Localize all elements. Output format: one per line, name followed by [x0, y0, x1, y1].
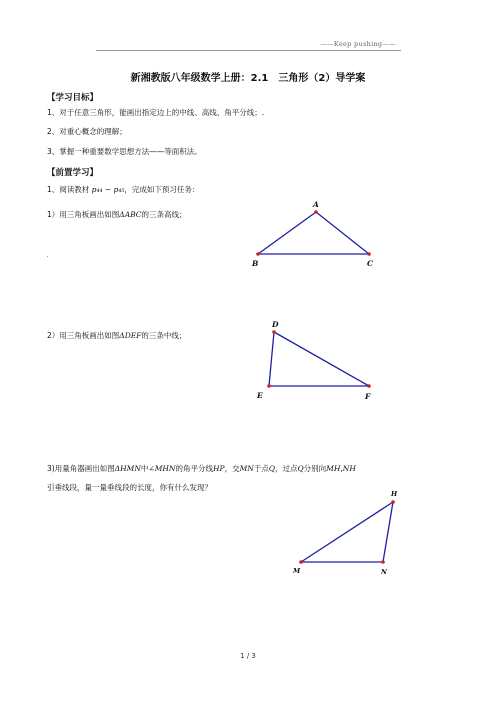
task3-seg: 于点: [253, 464, 269, 473]
vertex-e-point: [267, 384, 271, 388]
vertex-a-label: A: [313, 200, 319, 209]
vertex-c-label: C: [367, 259, 373, 268]
task1-triangle: ΔABC: [119, 210, 142, 219]
intro-suffix: ，完成如下预习任务：: [124, 185, 200, 194]
task3-seg: Q: [268, 464, 275, 473]
edge-ac: [316, 212, 369, 254]
figure-triangle-hmn: [290, 488, 410, 578]
task2-text: [47, 331, 186, 341]
objective-item-1: 1、对于任意三角形，能画出指定边上的中线、高线、角平分线；.: [47, 108, 265, 117]
edge-hn: [383, 502, 393, 562]
intro-prefix: 1、阅读教材: [47, 185, 92, 194]
task3-seg: ，过点: [274, 464, 298, 473]
header-rule: [96, 50, 401, 51]
task1-text: [47, 210, 187, 220]
task3-seg: 3)用量角器画出如图: [47, 464, 115, 473]
vertex-b-label: B: [252, 259, 259, 268]
task1-prefix: 1）用三角板画出如图: [47, 210, 120, 219]
task3-seg: ，交: [224, 464, 240, 473]
task3-seg: ΔHMN: [114, 464, 141, 473]
task3-seg: 的角平分线: [175, 464, 213, 473]
task3-seg: ,: [340, 464, 343, 473]
edge-df: [274, 332, 369, 386]
intro-pages: p₄₄ − p₄₅: [91, 185, 125, 194]
task1-suffix: 的三条高线；: [141, 210, 187, 219]
figure-triangle-def: [255, 318, 380, 403]
vertex-b-point: [256, 252, 260, 256]
vertex-f-label: F: [365, 392, 371, 401]
page-title: 新湘教版八年级数学上册：2.1 三角形（2）导学案: [130, 73, 366, 84]
task3-line2: 引垂线段，量一量垂线段的长度，你有什么发现？: [47, 483, 212, 492]
task3-seg: HP: [212, 464, 225, 473]
task3-seg: ∠MHN: [148, 464, 176, 473]
vertex-d-point: [272, 330, 276, 334]
edge-de: [269, 332, 274, 386]
vertex-c-point: [367, 252, 371, 256]
objective-item-2: 2、对重心概念的理解；: [47, 127, 127, 136]
figure-triangle-abc: [250, 198, 380, 273]
edge-hm: [301, 502, 393, 562]
vertex-a-point: [314, 210, 318, 214]
objective-item-3: 3、掌握一种重要数学思想方法——等面积法。: [47, 147, 202, 156]
vertex-m-label: M: [293, 567, 301, 575]
vertex-h-point: [391, 500, 395, 504]
edge-ab: [258, 212, 316, 254]
objectives-heading: 【学习目标】: [47, 93, 99, 103]
vertex-d-label: D: [272, 320, 279, 329]
vertex-f-point: [367, 384, 371, 388]
task2-suffix: 的三条中线；: [141, 331, 187, 340]
header-motto: ——Keep pushing——: [320, 40, 396, 48]
vertex-n-point: [381, 560, 385, 564]
vertex-m-point: [299, 560, 303, 564]
prestudy-heading: 【前置学习】: [47, 168, 99, 178]
task3-seg: NH: [342, 464, 356, 473]
task3-seg: MH: [326, 464, 341, 473]
task3-seg: MN: [239, 464, 254, 473]
vertex-e-label: E: [257, 391, 263, 400]
task2-prefix: 2）用三角板画出如图: [47, 331, 120, 340]
prestudy-intro: [47, 185, 199, 195]
page-number: 1 / 3: [240, 652, 256, 660]
task3-seg: 分别向: [303, 464, 327, 473]
task3-line1: [47, 464, 356, 474]
task3-seg: 中: [140, 464, 149, 473]
vertex-h-label: H: [391, 490, 398, 498]
task2-triangle: ΔDEF: [119, 331, 142, 340]
vertex-n-label: N: [381, 568, 387, 576]
task3-seg: Q: [297, 464, 304, 473]
stray-dot: [47, 256, 48, 257]
